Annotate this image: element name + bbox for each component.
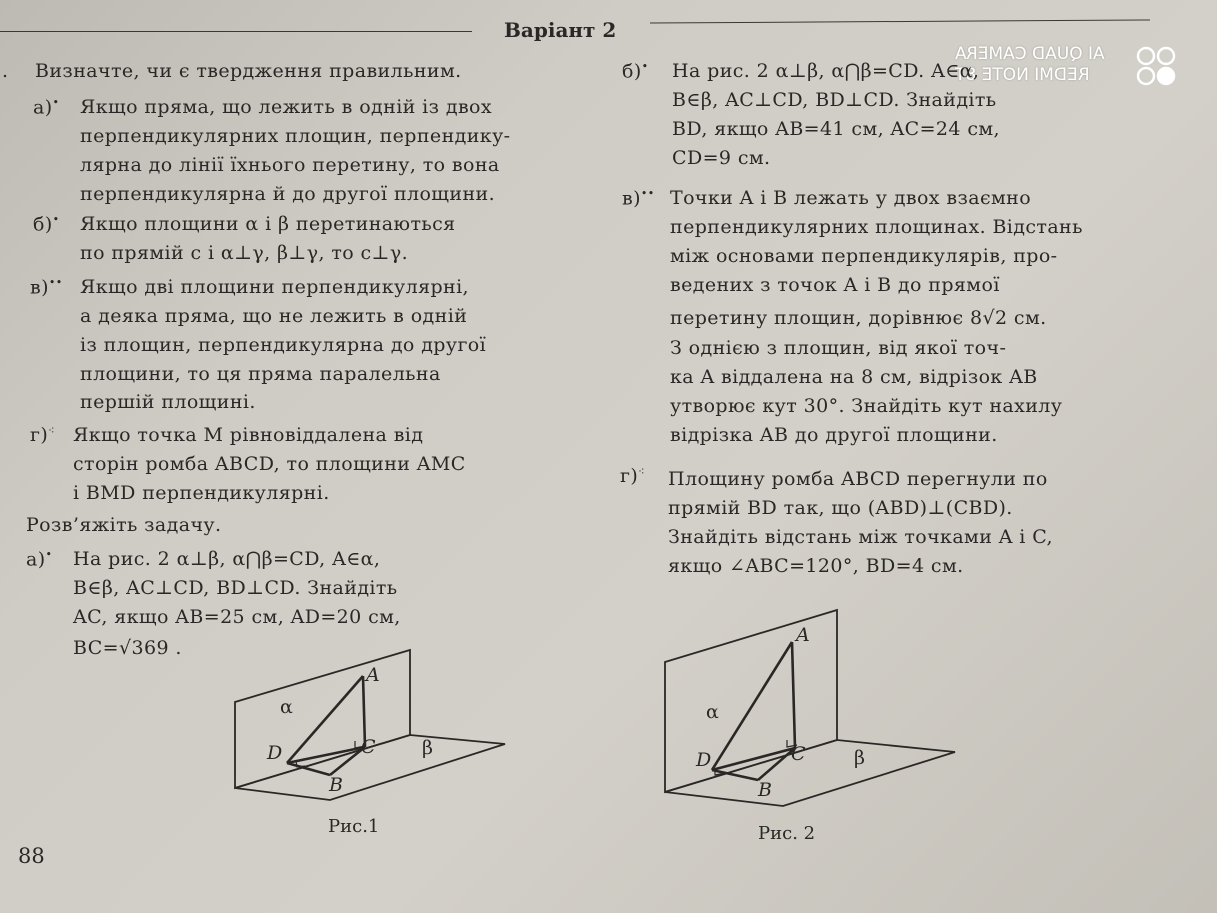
item-label-2a: а)• — [26, 548, 53, 571]
item-label-1g: г)⁖ — [30, 424, 56, 446]
item-label-1b: б)• — [33, 213, 60, 236]
fig1-label-beta: β — [422, 737, 433, 759]
item-label-1v: в)•• — [30, 276, 63, 299]
watermark-line-1: AI QUAD CAMERA — [955, 44, 1105, 64]
figure-2 — [655, 600, 975, 820]
item-2b-text: На рис. 2 α⊥β, α⋂β=CD. A∈α, B∈β, AC⊥CD, BD⊥CD. Знайдіть BD, якщо AB=41 см, AC=24 см, CD=9 см. — [672, 60, 1000, 169]
item-1a-text: Якщо пряма, що лежить в одній із двох перпендикулярних площин, перпендику- лярна до лінії їхнього перетину, то вона перпендикулярна й до другої площини. — [80, 96, 511, 205]
item-label-2b: б)• — [622, 60, 649, 83]
figure-1 — [225, 640, 525, 840]
item-1b-text: Якщо площини α і β перетинаються по прямій c і α⊥γ, β⊥γ, то c⊥γ. — [80, 213, 456, 264]
fig1-label-A: A — [366, 664, 380, 686]
fig2-label-D: D — [696, 749, 712, 771]
fig1-label-alpha: α — [280, 696, 293, 718]
fig2-label-beta: β — [854, 747, 865, 769]
fig1-plane-alpha — [235, 650, 410, 788]
item-2g-text: Площину ромба ABCD перегнули по прямій BD так, що (ABD)⊥(CBD). Знайдіть відстань між точками A і C, якщо ∠ABC=120°, BD=4 см. — [668, 468, 1053, 577]
item-2v-text: Точки A і B лежать у двох взаємно перпендикулярних площинах. Відстань між основами перпендикулярів, про- ведених з точок A і B до прямої перетину площин, дорівнює 8√2 см. З однією з площин, від якої точ- ка A віддалена на 8 см, відрізок AB утворює кут 30°. Знайдіть кут нахилу відрізка AB до другої площини. — [670, 187, 1083, 446]
header-rule-right — [650, 19, 1150, 23]
fig2-label-A: A — [796, 624, 810, 646]
fig2-label-B: B — [758, 779, 772, 801]
header-rule-left — [0, 31, 472, 32]
fig1-label-C: C — [361, 736, 376, 758]
figure-1-caption: Рис.1 — [328, 816, 380, 837]
fig1-label-B: B — [329, 774, 343, 796]
item-1v-text: Якщо дві площини перпендикулярні, а деяка пряма, що не лежить в одній із площин, перпендикулярна до другої площини, то ця пряма паралельна першій площині. — [80, 276, 487, 413]
item-label-2g: г)⁖ — [620, 465, 646, 487]
fig1-label-D: D — [267, 742, 283, 764]
question-1-number: . — [2, 60, 9, 82]
fig2-label-alpha: α — [706, 701, 719, 723]
question-2-title: Розв’яжіть задачу. — [26, 514, 222, 536]
page-title: Варіант 2 — [504, 18, 617, 42]
fig2-label-C: C — [791, 743, 806, 765]
question-1-title: Визначте, чи є твердження правильним. — [35, 60, 462, 82]
item-label-1a: а)• — [33, 96, 60, 119]
figure-2-caption: Рис. 2 — [758, 823, 816, 844]
fig2-plane-alpha — [665, 610, 837, 792]
item-label-2v: в)•• — [622, 187, 655, 210]
watermark-line-2: REDMI NOTE 8T — [955, 65, 1090, 85]
page-number: 88 — [18, 844, 45, 868]
item-2a-text: На рис. 2 α⊥β, α⋂β=CD, A∈α, B∈β, AC⊥CD, BD⊥CD. Знайдіть AC, якщо AB=25 см, AD=20 см, BC=√369 . — [73, 548, 401, 659]
item-1g-text: Якщо точка M рівновіддалена від сторін ромба ABCD, то площини AMC і BMD перпендикулярні. — [73, 424, 466, 504]
